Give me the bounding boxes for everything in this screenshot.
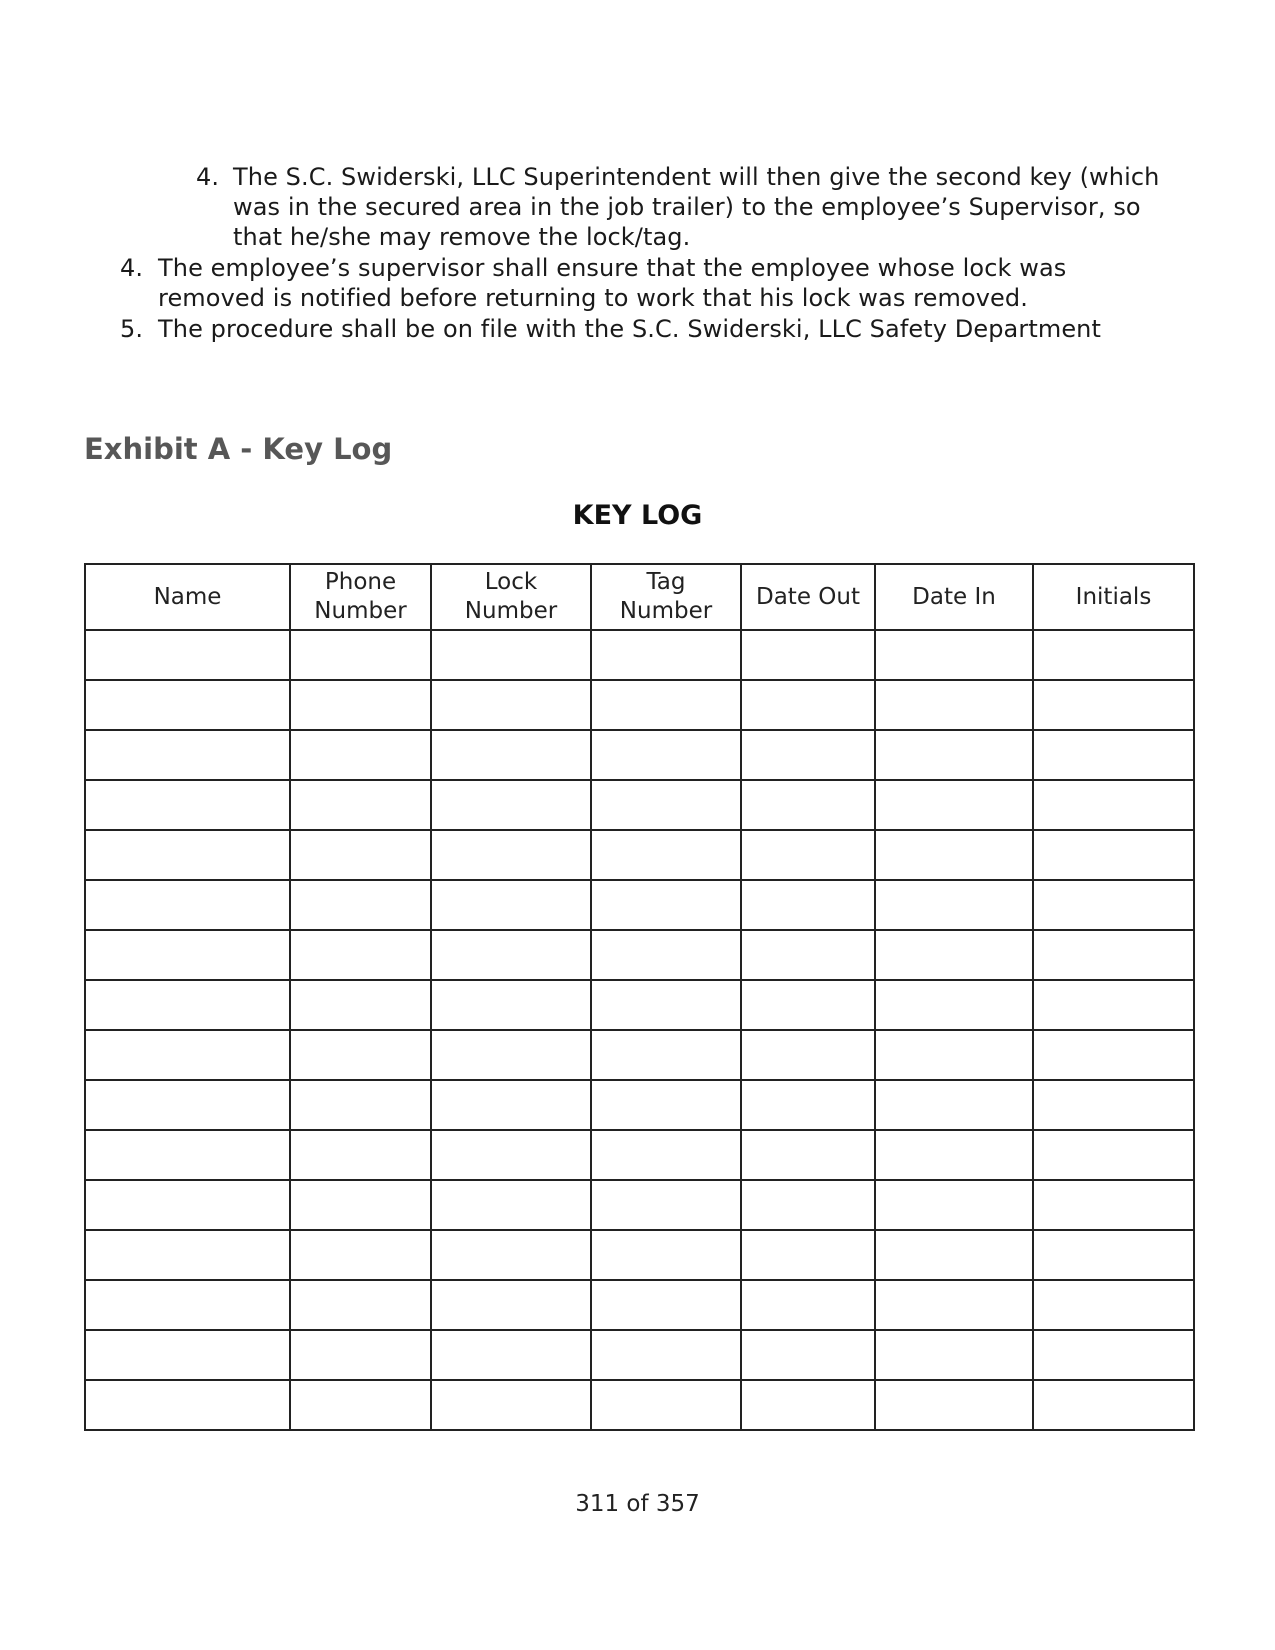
- table-cell[interactable]: [591, 1130, 741, 1180]
- list-item-number: 5.: [120, 315, 144, 343]
- table-cell[interactable]: [591, 1330, 741, 1380]
- table-cell[interactable]: [85, 930, 290, 980]
- table-cell[interactable]: [1033, 680, 1194, 730]
- section-heading: Exhibit A - Key Log: [84, 432, 393, 466]
- table-cell[interactable]: [290, 1330, 431, 1380]
- table-cell[interactable]: [1033, 1130, 1194, 1180]
- list-item-text: [158, 314, 1101, 344]
- table-cell[interactable]: [591, 1280, 741, 1330]
- header-phone-number: [290, 564, 431, 630]
- table-cell[interactable]: [431, 1030, 591, 1080]
- table-row: [85, 1380, 1194, 1430]
- table-cell[interactable]: [875, 930, 1033, 980]
- table-cell[interactable]: [431, 930, 591, 980]
- table-cell[interactable]: [290, 1380, 431, 1430]
- table-cell[interactable]: [431, 880, 591, 930]
- table-cell[interactable]: [431, 1330, 591, 1380]
- table-row: [85, 1230, 1194, 1280]
- table-cell[interactable]: [290, 1080, 431, 1130]
- table-cell[interactable]: [741, 1130, 875, 1180]
- table-cell[interactable]: [875, 830, 1033, 880]
- list-item-line: was in the secured area in the job trailer) to the employee’s Supervisor, so: [233, 193, 1141, 221]
- table-cell[interactable]: [85, 880, 290, 930]
- table-cell[interactable]: [875, 1380, 1033, 1430]
- table-cell[interactable]: [591, 730, 741, 780]
- table-cell[interactable]: [875, 1030, 1033, 1080]
- table-cell[interactable]: [741, 680, 875, 730]
- table-cell[interactable]: [290, 1030, 431, 1080]
- table-cell[interactable]: [741, 930, 875, 980]
- table-cell[interactable]: [85, 680, 290, 730]
- table-cell[interactable]: [290, 630, 431, 680]
- table-cell[interactable]: [1033, 1230, 1194, 1280]
- list-item-line: removed is notified before returning to work that his lock was removed.: [158, 284, 1028, 312]
- table-cell[interactable]: [290, 780, 431, 830]
- table-cell[interactable]: [591, 830, 741, 880]
- header-initials: [1033, 564, 1194, 630]
- table-cell[interactable]: [591, 1230, 741, 1280]
- header-line: Initials: [1075, 583, 1152, 610]
- table-cell[interactable]: [290, 980, 431, 1030]
- header-name: [85, 564, 290, 630]
- table-cell[interactable]: [741, 1280, 875, 1330]
- table-row: [85, 1330, 1194, 1380]
- table-cell[interactable]: [431, 680, 591, 730]
- table-cell[interactable]: [85, 1080, 290, 1130]
- table-cell[interactable]: [875, 680, 1033, 730]
- key-log-table: [84, 563, 1195, 1431]
- table-cell[interactable]: [591, 1180, 741, 1230]
- table-cell[interactable]: [591, 980, 741, 1030]
- header-line: Date Out: [756, 583, 860, 610]
- table-cell[interactable]: [875, 730, 1033, 780]
- header-line: Number: [314, 598, 407, 624]
- table-cell[interactable]: [741, 1330, 875, 1380]
- table-cell[interactable]: [1033, 1030, 1194, 1080]
- list-item-line: The procedure shall be on file with the S.C. Swiderski, LLC Safety Department: [158, 315, 1102, 343]
- table-row: [85, 1180, 1194, 1230]
- table-row: [85, 880, 1194, 930]
- table-cell[interactable]: [85, 1230, 290, 1280]
- table-cell[interactable]: [875, 980, 1033, 1030]
- table-cell[interactable]: [591, 630, 741, 680]
- header-date-out: [741, 564, 875, 630]
- table-cell[interactable]: [875, 1280, 1033, 1330]
- table-cell[interactable]: [741, 780, 875, 830]
- header-date-in: [875, 564, 1033, 630]
- table-cell[interactable]: [741, 880, 875, 930]
- table-cell[interactable]: [431, 1180, 591, 1230]
- list-item-number: 4.: [196, 163, 220, 191]
- table-cell[interactable]: [431, 1130, 591, 1180]
- table-cell[interactable]: [591, 780, 741, 830]
- list-item-line: that he/she may remove the lock/tag.: [233, 223, 691, 251]
- table-cell[interactable]: [1033, 1280, 1194, 1330]
- table-cell[interactable]: [85, 630, 290, 680]
- table-cell[interactable]: [85, 730, 290, 780]
- table-cell[interactable]: [591, 1030, 741, 1080]
- header-line: Tag: [646, 569, 686, 595]
- list-item-text: [158, 253, 1066, 313]
- table-cell[interactable]: [875, 1180, 1033, 1230]
- header-line: Number: [619, 598, 713, 624]
- table-cell[interactable]: [85, 780, 290, 830]
- table-cell[interactable]: [1033, 880, 1194, 930]
- table-cell[interactable]: [741, 1080, 875, 1130]
- table-cell[interactable]: [1033, 1080, 1194, 1130]
- table-cell[interactable]: [431, 980, 591, 1030]
- table-cell[interactable]: [431, 830, 591, 880]
- page-number: 311 of 357: [575, 1491, 700, 1517]
- table-row: [85, 1030, 1194, 1080]
- table-cell[interactable]: [85, 1380, 290, 1430]
- table-cell[interactable]: [875, 1330, 1033, 1380]
- table-cell[interactable]: [85, 980, 290, 1030]
- table-cell[interactable]: [431, 780, 591, 830]
- table-cell[interactable]: [85, 1330, 290, 1380]
- table-cell[interactable]: [1033, 930, 1194, 980]
- table-cell[interactable]: [875, 1130, 1033, 1180]
- table-cell[interactable]: [875, 880, 1033, 930]
- table-cell[interactable]: [741, 830, 875, 880]
- table-cell[interactable]: [85, 1030, 290, 1080]
- table-cell[interactable]: [741, 1030, 875, 1080]
- table-cell[interactable]: [741, 630, 875, 680]
- table-cell[interactable]: [290, 1180, 431, 1230]
- table-cell[interactable]: [85, 1280, 290, 1330]
- table-title: KEY LOG: [572, 500, 703, 531]
- table-row: [85, 630, 1194, 680]
- table-row: [85, 1080, 1194, 1130]
- table-cell[interactable]: [431, 630, 591, 680]
- table-cell[interactable]: [591, 680, 741, 730]
- table-cell[interactable]: [290, 880, 431, 930]
- table-row: [85, 1280, 1194, 1330]
- table-cell[interactable]: [1033, 1330, 1194, 1380]
- table-cell[interactable]: [431, 1280, 591, 1330]
- table-row: [85, 930, 1194, 980]
- table-row: [85, 830, 1194, 880]
- table-cell[interactable]: [875, 780, 1033, 830]
- header-line: Phone: [324, 569, 397, 595]
- table-row: [85, 780, 1194, 830]
- table-cell[interactable]: [1033, 980, 1194, 1030]
- table-cell[interactable]: [875, 1230, 1033, 1280]
- table-header-row: [85, 564, 1194, 630]
- key-log-body: [85, 630, 1194, 1430]
- table-cell[interactable]: [1033, 780, 1194, 830]
- table-cell[interactable]: [290, 830, 431, 880]
- table-cell[interactable]: [85, 1130, 290, 1180]
- table-cell[interactable]: [1033, 630, 1194, 680]
- header-line: Number: [464, 598, 558, 624]
- table-cell[interactable]: [85, 1180, 290, 1230]
- header-line: Lock: [484, 569, 538, 595]
- table-cell[interactable]: [591, 1380, 741, 1430]
- table-cell[interactable]: [290, 1230, 431, 1280]
- table-cell[interactable]: [741, 730, 875, 780]
- table-cell[interactable]: [1033, 730, 1194, 780]
- table-cell[interactable]: [741, 980, 875, 1030]
- table-cell[interactable]: [1033, 1380, 1194, 1430]
- table-cell[interactable]: [290, 930, 431, 980]
- table-cell[interactable]: [1033, 1180, 1194, 1230]
- table-cell[interactable]: [431, 1080, 591, 1130]
- table-row: [85, 980, 1194, 1030]
- header-line: Date In: [912, 583, 996, 610]
- table-cell[interactable]: [290, 730, 431, 780]
- table-row: [85, 680, 1194, 730]
- table-cell[interactable]: [591, 930, 741, 980]
- table-cell[interactable]: [741, 1180, 875, 1230]
- list-item-line: The employee’s supervisor shall ensure that the employee whose lock was: [158, 254, 1067, 282]
- header-tag-number: [591, 564, 741, 630]
- table-cell[interactable]: [290, 680, 431, 730]
- table-cell[interactable]: [290, 1130, 431, 1180]
- list-item-text: [233, 162, 1159, 252]
- table-row: [85, 730, 1194, 780]
- table-cell[interactable]: [85, 830, 290, 880]
- table-cell[interactable]: [591, 880, 741, 930]
- header-lock-number: [431, 564, 591, 630]
- table-row: [85, 1130, 1194, 1180]
- table-cell[interactable]: [1033, 830, 1194, 880]
- table-cell[interactable]: [741, 1230, 875, 1280]
- table-cell[interactable]: [431, 1230, 591, 1280]
- list-item-number: 4.: [120, 254, 144, 282]
- table-cell[interactable]: [431, 730, 591, 780]
- table-cell[interactable]: [741, 1380, 875, 1430]
- header-line: Name: [153, 583, 222, 610]
- list-item-line: The S.C. Swiderski, LLC Superintendent will then give the second key (which: [233, 163, 1160, 191]
- table-cell[interactable]: [591, 1080, 741, 1130]
- table-cell[interactable]: [875, 630, 1033, 680]
- table-cell[interactable]: [875, 1080, 1033, 1130]
- table-cell[interactable]: [290, 1280, 431, 1330]
- table-cell[interactable]: [431, 1380, 591, 1430]
